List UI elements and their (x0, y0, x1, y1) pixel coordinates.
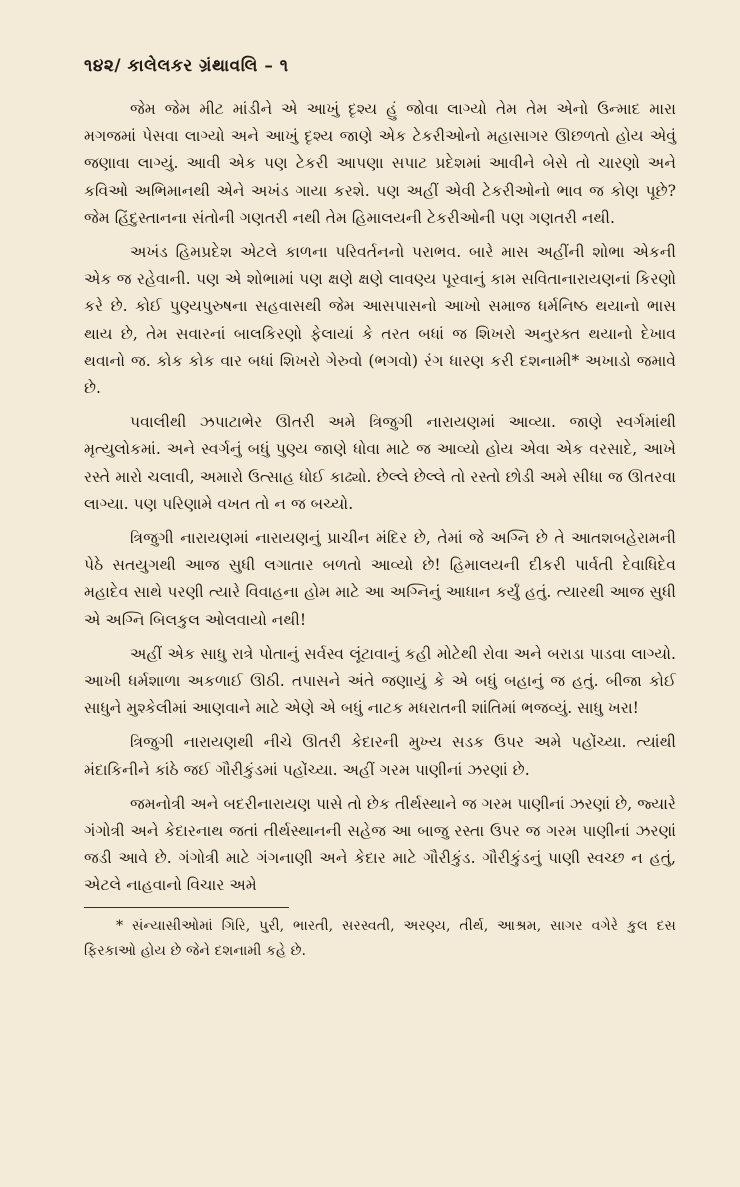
paragraph-1: જેમ જેમ મીટ માંડીને એ આખું દૃશ્ય હું જોવા લાગ્યો તેમ તેમ એનો ઉન્માદ મારા મગજમાં પેસવા લાગ્યો અને આખું દૃશ્ય જાણે એક ટેકરીઓનો મહાસાગર ઊછળતો હોય એવું જણાવા લાગ્યું. આવી એક પણ ટેકરી આપણા સપાટ પ્રદેશમાં આવીને બેસે તો ચારણો અને કવિઓ અભિમાનથી એને અખંડ ગાયા કરશે. પણ અહીં એવી ટેકરીઓનો ભાવ જ કોણ પૂછે? જેમ હિંદુસ્તાનના સંતોની ગણતરી નથી તેમ હિમાલયની ટેકરીઓની પણ ગણતરી નથી. (84, 100, 676, 227)
footnote: * સંન્યાસીઓમાં ગિરિ, પુરી, ભારતી, સરસ્વતી, અરણ્ય, તીર્થ, આશ્રમ, સાગર વગેરે કુલ દસ ફિરકાઓ હોય છે જેને દશનામી કહે છે. (84, 917, 676, 959)
paragraph-2: અખંડ હિમપ્રદેશ એટલે કાળના પરિવર્તનનો પરાભવ. બારે માસ અહીંની શોભા એકની એક જ રહેવાની. પણ એ શોભામાં પણ ક્ષણે ક્ષણે લાવણ્ય પૂરવાનું કામ સવિતાનારાયણનાં કિરણો કરે છે. કોઈ પુણ્યપુરુષના સહવાસથી જેમ આસપાસનો આખો સમાજ ધર્મનિષ્ઠ થયાનો ભાસ થાય છે, તેમ સવારનાં બાલકિરણો ફેલાયાં કે તરત બધાં જ શિખરો અનુરક્ત થયાનો દેખાવ થવાનો જ. કોક કોક વાર બધાં શિખરો ગેરુવો (ભગવો) રંગ ધારણ કરી દશનામી* અખાડો જમાવે છે. (84, 243, 676, 398)
running-header: ૧૪૨/ કાલેલકર ગ્રંથાવલિ – ૧ (84, 56, 289, 76)
footnote-divider (84, 907, 289, 908)
paragraph-4: ત્રિજુગી નારાયણમાં નારાયણનું પ્રાચીન મંદિર છે, તેમાં જે અગ્નિ છે તે આતશબહેરામની પેઠે સતયુગથી આજ સુધી લગાતાર બળતો આવ્યો છે! હિમાલયની દીકરી પાર્વતી દેવાધિદેવ મહાદેવ સાથે પરણી ત્યારે વિવાહના હોમ માટે આ અગ્નિનું આધાન કર્યું હતું. ત્યારથી આજ સુધી એ અગ્નિ બિલકુલ ઓલવાયો નથી! (84, 529, 676, 629)
paragraph-3: પવાલીથી ઝપાટાભેર ઊતરી અમે ત્રિજુગી નારાયણમાં આવ્યા. જાણે સ્વર્ગમાંથી મૃત્યુલોકમાં. અને સ્વર્ગનું બધું પુણ્ય જાણે ધોવા માટે જ આવ્યો હોય એવા એક વરસાદે, આખે રસ્તે મારો ચલાવી, અમારો ઉત્સાહ ધોઈ કાઢ્યો. છેલ્લે છેલ્લે તો રસ્તો છોડી અમે સીધા જ ઊતરવા લાગ્યા. પણ પરિણામે વખત તો ન જ બચ્યો. (84, 413, 676, 513)
paragraph-6: ત્રિજુગી નારાયણથી નીચે ઊતરી કેદારની મુખ્ય સડક ઉપર અમે પહોંચ્યા. ત્યાંથી મંદાકિનીને કાંઠે જઈ ગૌરીકુંડમાં પહોંચ્યા. અહીં ગરમ પાણીનાં ઝરણાં છે. (84, 733, 676, 779)
paragraph-7: જમનોત્રી અને બદરીનારાયણ પાસે તો છેક તીર્થસ્થાને જ ગરમ પાણીનાં ઝરણાં છે, જ્યારે ગંગોત્રી અને કેદારનાથ જતાં તીર્થસ્થાનની સહેજ આ બાજુ રસ્તા ઉપર જ ગરમ પાણીનાં ઝરણાં જડી આવે છે. ગંગોત્રી માટે ગંગનાણી અને કેદાર માટે ગૌરીકુંડ. ગૌરીકુંડનું પાણી સ્વચ્છ ન હતું, એટલે નાહવાનો વિચાર અમે (84, 794, 676, 895)
paragraph-5: અહીં એક સાધુ રાત્રે પોતાનું સર્વસ્વ લૂંટાવાનું કહી મોટેથી રોવા અને બરાડા પાડવા લાગ્યો. આખી ધર્મશાળા અકળાઈ ઊઠી. તપાસને અંતે જણાયું કે એ બધું બહાનું જ હતું. બીજા કોઈ સાધુને મુશ્કેલીમાં આણવાને માટે એણે એ બધું નાટક મધરાતની શાંતિમાં ભજવ્યું. સાધુ ખરા! (84, 644, 676, 718)
